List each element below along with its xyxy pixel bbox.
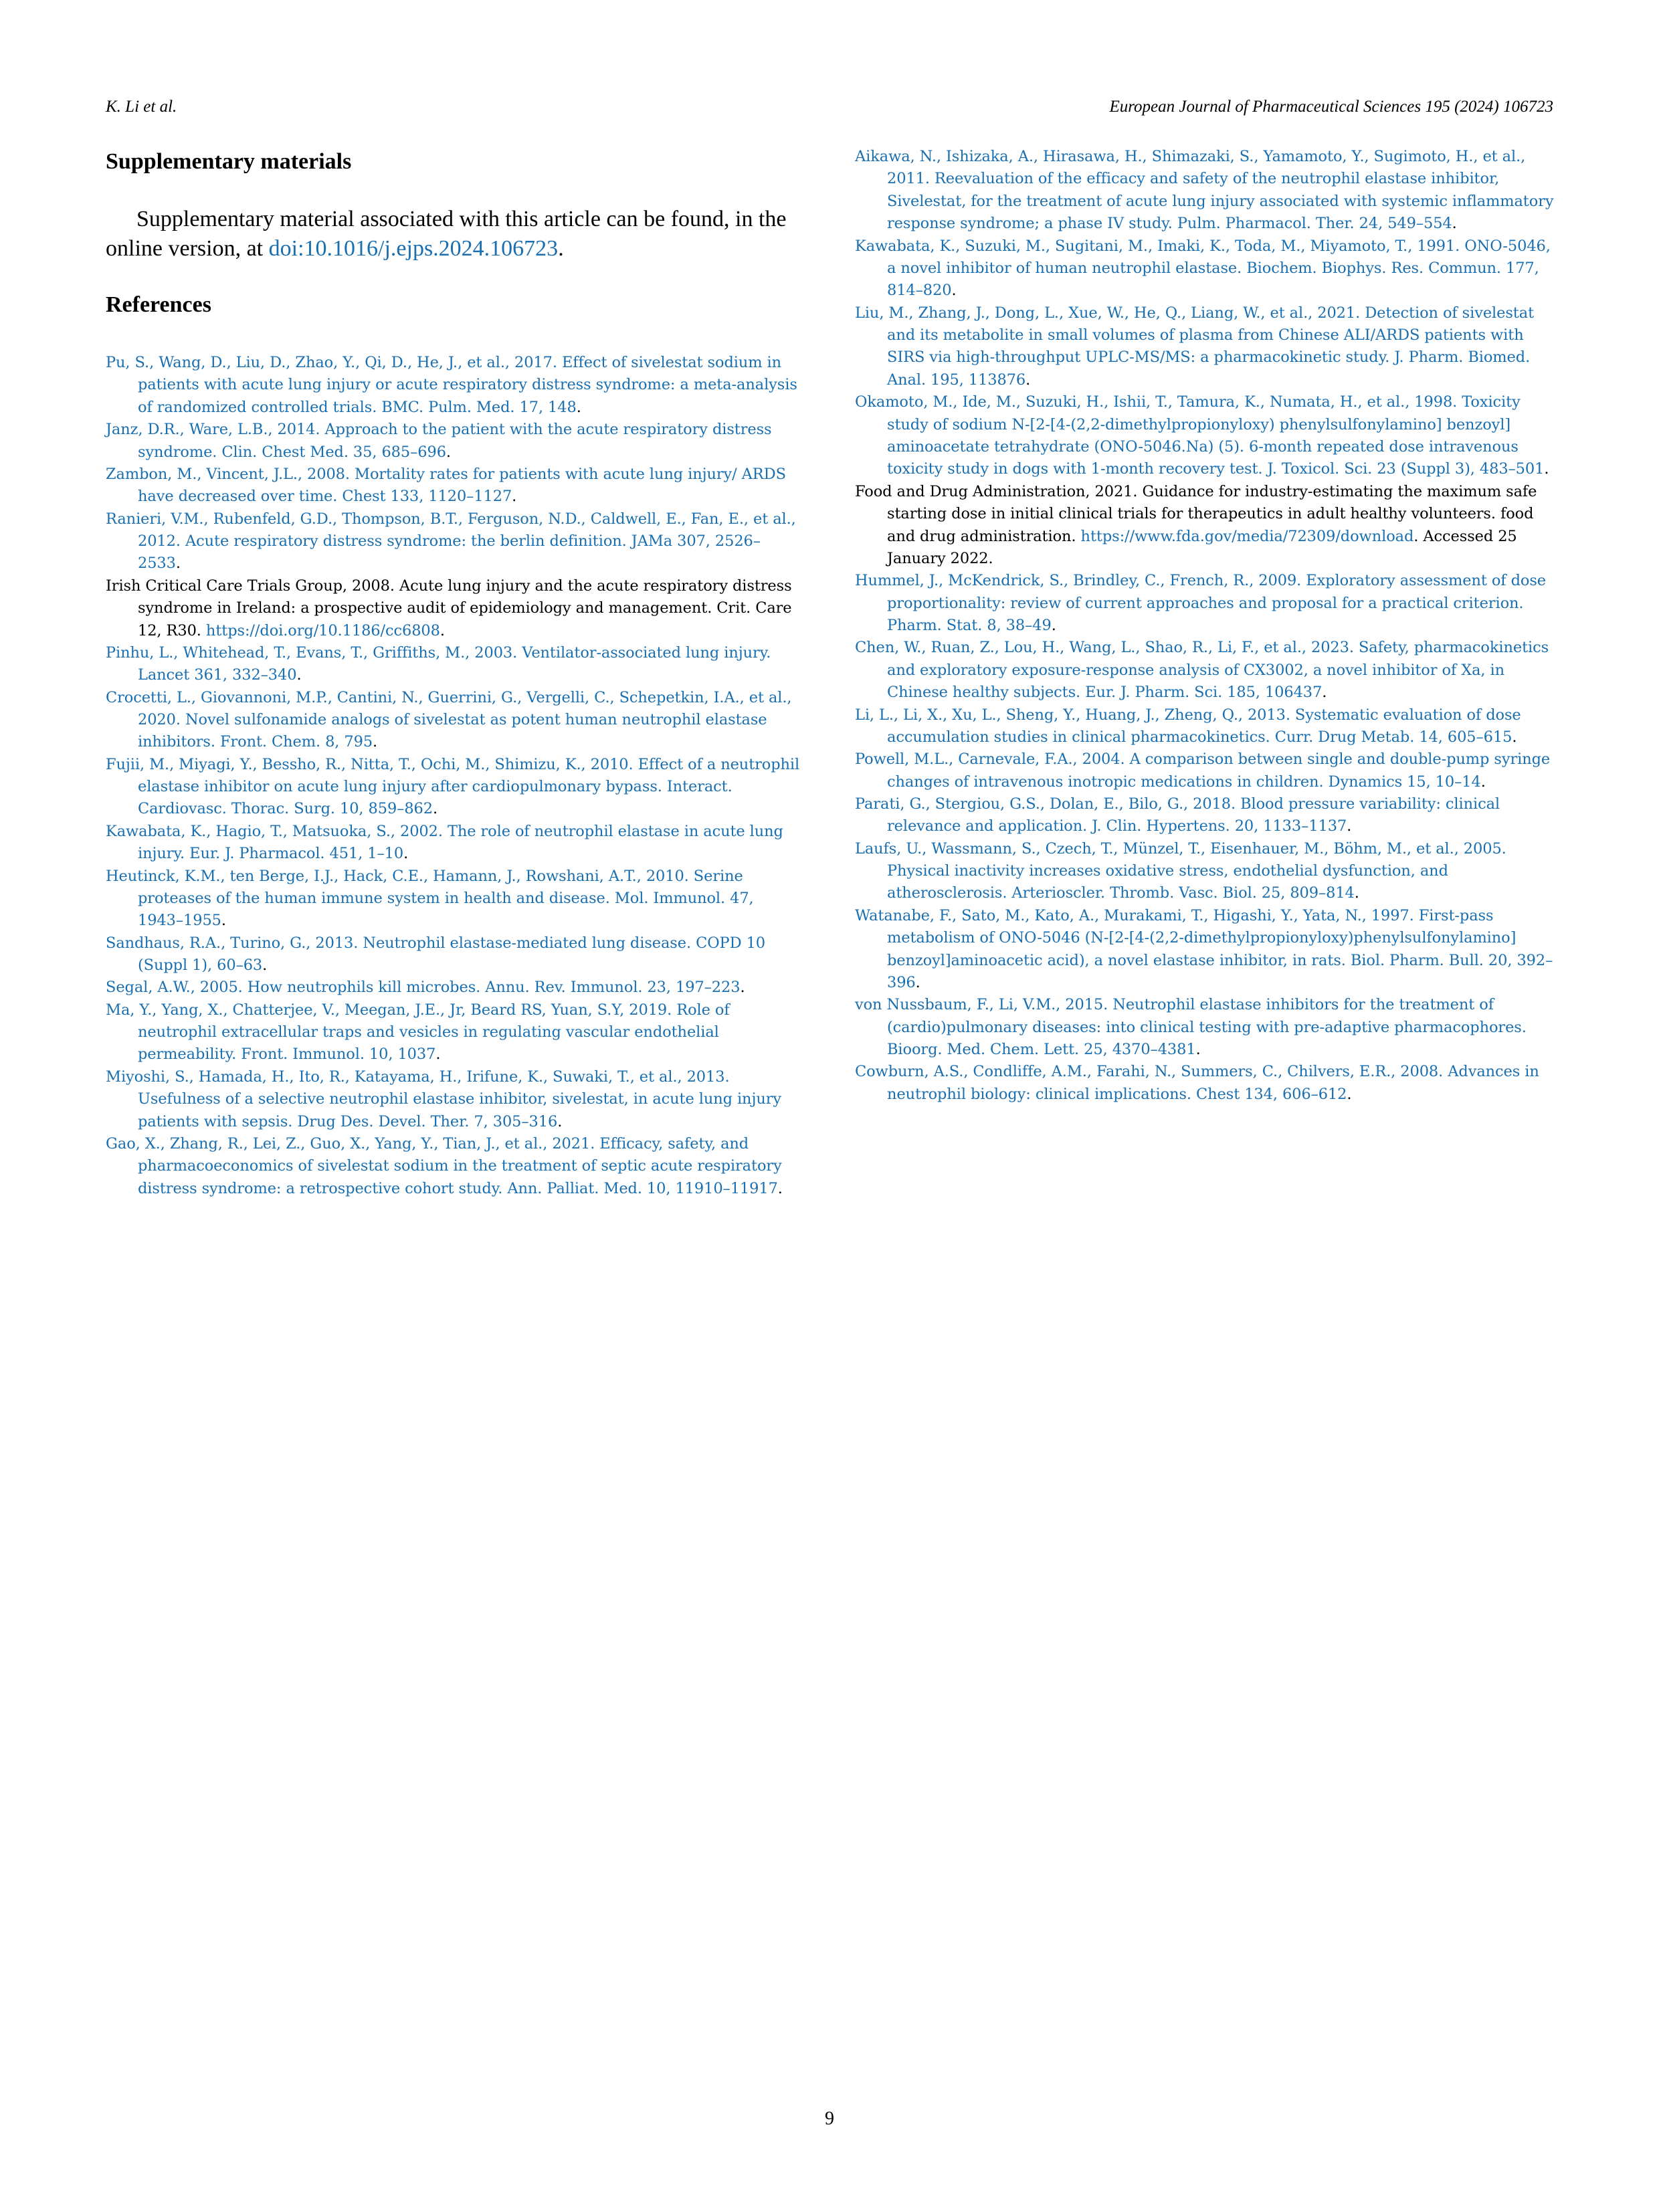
reference-text: Fujii, M., Miyagi, Y., Bessho, R., Nitta, T., Ochi, M., Shimizu, K., 2010. Effect of a neutrophil elastase inhibitor on acute lung injury after cardiopulmonary bypass. Interact. Cardiovasc. Thorac. Surg. 10, 859–862 [106,755,800,818]
reference-item[interactable]: von Nussbaum, F., Li, V.M., 2015. Neutrophil elastase inhibitors for the treatment of (cardio)pulmonary diseases: into clinical testing with pre-adaptive pharmacophores. Bioorg. Med. Chem. Lett. 25, 4370–4381. [855,996,1527,1059]
reference-list-right [855,146,1555,1106]
running-head-journal: European Journal of Pharmaceutical Sciences 195 (2024) 106723 [1109,98,1553,116]
supplementary-paragraph [106,205,801,264]
reference-after: . Accessed 25 January 2022. [887,527,1517,567]
reference-text: Heutinck, K.M., ten Berge, I.J., Hack, C.E., Hamann, J., Rowshani, A.T., 2010. Serine proteases of the human immune system in health and disease. Mol. Immunol. 47, 1943–1955 [106,867,754,930]
reference-item[interactable]: Aikawa, N., Ishizaka, A., Hirasawa, H., Shimazaki, S., Yamamoto, Y., Sugimoto, H., et al., 2011. Reevaluation of the efficacy and safety of the neutrophil elastase inhibitor, Sivelestat, for the treatment of acute lung injury associated with systemic inflammatory response syndrome; a phase IV study. Pulm. Pharmacol. Ther. 24, 549–554. [855,148,1554,233]
reference-link[interactable]: https://doi.org/10.1186/cc6808 [205,621,440,639]
reference-text: Watanabe, F., Sato, M., Kato, A., Murakami, T., Higashi, Y., Yata, N., 1997. First-pass metabolism of ONO-5046 (N-[2-[4-(2,2-dimethylpropionyloxy)phenylsulfonylamino] benzoyl]aminoacetic acid), a novel elastase inhibitor, in rats. Biol. Pharm. Bull. 20, 392–396 [855,906,1553,991]
reference-item[interactable]: Powell, M.L., Carnevale, F.A., 2004. A comparison between single and double-pump syringe changes of intravenous inotropic medications in children. Dynamics 15, 10–14. [855,750,1551,791]
reference-text: Food and Drug Administration, 2021. Guidance for industry-estimating the maximum safe starting dose in initial clinical trials for therapeutics in adult healthy volunteers. food and drug administration. [855,482,1537,545]
reference-text: Zambon, M., Vincent, J.L., 2008. Mortality rates for patients with acute lung injury/ ARDS have decreased over time. Chest 133, 1120–1127 [106,465,786,506]
reference-text: Parati, G., Stergiou, G.S., Dolan, E., Bilo, G., 2018. Blood pressure variability: clinical relevance and application. J. Clin. Hypertens. 20, 1133–1137 [855,795,1500,835]
supplementary-end: . [558,236,564,261]
reference-text: Cowburn, A.S., Condliffe, A.M., Farahi, N., Summers, C., Chilvers, E.R., 2008. Advances in neutrophil biology: clinical implications. Chest 134, 606–612 [855,1063,1539,1103]
reference-text: Crocetti, L., Giovannoni, M.P., Cantini, N., Guerrini, G., Vergelli, C., Schepetkin, I.A., et al., 2020. Novel sulfonamide analogs of sivelestat as potent human neutrophil elastase inhibitors. Front. Chem. 8, 795 [106,688,792,751]
reference-text: Chen, W., Ruan, Z., Lou, H., Wang, L., Shao, R., Li, F., et al., 2023. Safety, pharmacokinetics and exploratory exposure-response analysis of CX3002, a novel inhibitor of Xa, in Chinese healthy subjects. Eur. J. Pharm. Sci. 185, 106437 [855,639,1549,702]
reference-item[interactable]: Ranieri, V.M., Rubenfeld, G.D., Thompson, B.T., Ferguson, N.D., Caldwell, E., Fan, E., et al., 2012. Acute respiratory distress syndrome: the berlin definition. JAMa 307, 2526–2533. [106,510,796,573]
reference-item[interactable]: Ma, Y., Yang, X., Chatterjee, V., Meegan, J.E., Jr, Beard RS, Yuan, S.Y, 2019. Role of neutrophil extracellular traps and vesicles in regulating vascular endothelial permeability. Front. Immunol. 10, 1037. [106,1001,730,1064]
reference-item[interactable]: Pu, S., Wang, D., Liu, D., Zhao, Y., Qi, D., He, J., et al., 2017. Effect of sivelestat sodium in patients with acute lung injury or acute respiratory distress syndrome: a meta-analysis of randomized controlled trials. BMC. Pulm. Med. 17, 148. [106,354,797,416]
reference-item[interactable]: Sandhaus, R.A., Turino, G., 2013. Neutrophil elastase-mediated lung disease. COPD 10 (Suppl 1), 60–63. [106,934,765,975]
reference-item[interactable]: Liu, M., Zhang, J., Dong, L., Xue, W., He, Q., Liang, W., et al., 2021. Detection of sivelestat and its metabolite in small volumes of plasma from Chinese ALI/ARDS patients with SIRS via high-throughput UPLC-MS/MS: a pharmacokinetic study. J. Pharm. Biomed. Anal. 195, 113876. [855,304,1535,389]
reference-text: Kawabata, K., Suzuki, M., Sugitani, M., Imaki, K., Toda, M., Miyamoto, T., 1991. ONO-5046, a novel inhibitor of human neutrophil elastase. Biochem. Biophys. Res. Commun. 177, 814–820 [855,237,1551,300]
reference-text: Segal, A.W., 2005. How neutrophils kill microbes. Annu. Rev. Immunol. 23, 197–223 [106,979,741,997]
reference-item[interactable]: Hummel, J., McKendrick, S., Brindley, C., French, R., 2009. Exploratory assessment of dose proportionality: review of current approaches and proposal for a practical criterion. Pharm. Stat. 8, 38–49. [855,572,1546,635]
supplementary-doi-link[interactable]: doi:10.1016/j.ejps.2024.106723 [268,236,559,261]
references-heading: References [106,292,211,317]
reference-text: Ma, Y., Yang, X., Chatterjee, V., Meegan, J.E., Jr, Beard RS, Yuan, S.Y, 2019. Role of neutrophil extracellular traps and vesicles in regulating vascular endothelial permeability. Front. Immunol. 10, 1037 [106,1001,730,1064]
reference-link[interactable]: https://www.fda.gov/media/72309/download [1080,527,1414,545]
reference-text: Li, L., Li, X., Xu, L., Sheng, Y., Huang, J., Zheng, Q., 2013. Systematic evaluation of dose accumulation studies in clinical pharmacokinetics. Curr. Drug Metab. 14, 605–615 [855,706,1521,746]
reference-text: Laufs, U., Wassmann, S., Czech, T., Münzel, T., Eisenhauer, M., Böhm, M., et al., 2005. Physical inactivity increases oxidative stress, endothelial dysfunction, and atherosclerosis. Arterioscler. Thromb. Vasc. Biol. 25, 809–814 [855,839,1506,902]
reference-text: Liu, M., Zhang, J., Dong, L., Xue, W., He, Q., Liang, W., et al., 2021. Detection of sivelestat and its metabolite in small volumes of plasma from Chinese ALI/ARDS patients with SIRS via high-throughput UPLC-MS/MS: a pharmacokinetic study. J. Pharm. Biomed. Anal. 195, 113876 [855,304,1535,389]
page-number: 9 [825,2108,834,2129]
reference-text: Sandhaus, R.A., Turino, G., 2013. Neutrophil elastase-mediated lung disease. COPD 10 (Suppl 1), 60–63 [106,934,765,975]
reference-text: Gao, X., Zhang, R., Lei, Z., Guo, X., Yang, Y., Tian, J., et al., 2021. Efficacy, safety, and pharmacoeconomics of sivelestat sodium in the treatment of septic acute respiratory distress syndrome: a retrospective cohort study. Ann. Palliat. Med. 10, 11910–11917 [106,1134,782,1197]
reference-item[interactable]: Okamoto, M., Ide, M., Suzuki, H., Ishii, T., Tamura, K., Numata, H., et al., 1998. Toxicity study of sodium N-[2-[4-(2,2-dimethylpropionyloxy) phenylsulfonylamino] benzoyl] aminoacetate tetrahydrate (ONO-5046.Na) (5). 6-month repeated dose intravenous toxicity study in dogs with 1-month recovery test. J. Toxicol. Sci. 23 (Suppl 3), 483–501. [855,393,1549,478]
reference-text: Powell, M.L., Carnevale, F.A., 2004. A comparison between single and double-pump syringe changes of intravenous inotropic medications in children. Dynamics 15, 10–14 [855,750,1551,791]
reference-item[interactable]: Gao, X., Zhang, R., Lei, Z., Guo, X., Yang, Y., Tian, J., et al., 2021. Efficacy, safety, and pharmacoeconomics of sivelestat sodium in the treatment of septic acute respiratory distress syndrome: a retrospective cohort study. Ann. Palliat. Med. 10, 11910–11917. [106,1134,783,1197]
reference-item[interactable]: Watanabe, F., Sato, M., Kato, A., Murakami, T., Higashi, Y., Yata, N., 1997. First-pass metabolism of ONO-5046 (N-[2-[4-(2,2-dimethylpropionyloxy)phenylsulfonylamino] benzoyl]aminoacetic acid), a novel elastase inhibitor, in rats. Biol. Pharm. Bull. 20, 392–396. [855,906,1553,991]
reference-item[interactable]: Cowburn, A.S., Condliffe, A.M., Farahi, N., Summers, C., Chilvers, E.R., 2008. Advances in neutrophil biology: clinical implications. Chest 134, 606–612. [855,1063,1539,1103]
reference-item[interactable]: Laufs, U., Wassmann, S., Czech, T., Münzel, T., Eisenhauer, M., Böhm, M., et al., 2005. Physical inactivity increases oxidative stress, endothelial dysfunction, and atherosclerosis. Arterioscler. Thromb. Vasc. Biol. 25, 809–814. [855,839,1506,902]
reference-item[interactable]: Heutinck, K.M., ten Berge, I.J., Hack, C.E., Hamann, J., Rowshani, A.T., 2010. Serine proteases of the human immune system in health and disease. Mol. Immunol. 47, 1943–1955. [106,867,754,930]
reference-item[interactable]: Fujii, M., Miyagi, Y., Bessho, R., Nitta, T., Ochi, M., Shimizu, K., 2010. Effect of a neutrophil elastase inhibitor on acute lung injury after cardiopulmonary bypass. Interact. Cardiovasc. Thorac. Surg. 10, 859–862. [106,755,800,818]
reference-item[interactable]: Chen, W., Ruan, Z., Lou, H., Wang, L., Shao, R., Li, F., et al., 2023. Safety, pharmacokinetics and exploratory exposure-response analysis of CX3002, a novel inhibitor of Xa, in Chinese healthy subjects. Eur. J. Pharm. Sci. 185, 106437. [855,639,1549,702]
left-column [106,146,801,1200]
reference-text: Kawabata, K., Hagio, T., Matsuoka, S., 2002. The role of neutrophil elastase in acute lung injury. Eur. J. Pharmacol. 451, 1–10 [106,822,783,863]
reference-list-left [106,352,801,1200]
supplementary-heading: Supplementary materials [106,149,352,174]
reference-item[interactable]: Janz, D.R., Ware, L.B., 2014. Approach to the patient with the acute respiratory distress syndrome. Clin. Chest Med. 35, 685–696. [106,421,772,461]
running-head [106,98,1553,124]
reference-text: Ranieri, V.M., Rubenfeld, G.D., Thompson, B.T., Ferguson, N.D., Caldwell, E., Fan, E., et al., 2012. Acute respiratory distress syndrome: the berlin definition. JAMa 307, 2526–2533 [106,510,796,573]
reference-item[interactable]: Pinhu, L., Whitehead, T., Evans, T., Griffiths, M., 2003. Ventilator-associated lung injury. Lancet 361, 332–340. [106,643,771,684]
reference-item[interactable]: Zambon, M., Vincent, J.L., 2008. Mortality rates for patients with acute lung injury/ ARDS have decreased over time. Chest 133, 1120–1127. [106,465,786,506]
running-head-authors: K. Li et al. [106,98,177,116]
reference-item[interactable]: Irish Critical Care Trials Group, 2008. Acute lung injury and the acute respiratory distress syndrome in Ireland: a prospective audit of epidemiology and management. Crit. Care 12, R30. https://doi.org/10.1186/cc6808. [106,577,792,639]
reference-text: Miyoshi, S., Hamada, H., Ito, R., Katayama, H., Irifune, K., Suwaki, T., et al., 2013. Usefulness of a selective neutrophil elastase inhibitor, sivelestat, in acute lung injury patients with sepsis. Drug Des. Devel. Ther. 7, 305–316 [106,1068,781,1130]
supplementary-text: Supplementary material associated with this article can be found, in the online version, at [106,207,787,261]
reference-item[interactable]: Parati, G., Stergiou, G.S., Dolan, E., Bilo, G., 2018. Blood pressure variability: clinical relevance and application. J. Clin. Hypertens. 20, 1133–1137. [855,795,1500,835]
reference-text: von Nussbaum, F., Li, V.M., 2015. Neutrophil elastase inhibitors for the treatment of (cardio)pulmonary diseases: into clinical testing with pre-adaptive pharmacophores. Bioorg. Med. Chem. Lett. 25, 4370–4381 [855,996,1527,1059]
right-column [855,146,1555,1106]
reference-item[interactable]: Kawabata, K., Suzuki, M., Sugitani, M., Imaki, K., Toda, M., Miyamoto, T., 1991. ONO-5046, a novel inhibitor of human neutrophil elastase. Biochem. Biophys. Res. Commun. 177, 814–820. [855,237,1551,300]
reference-text: Aikawa, N., Ishizaka, A., Hirasawa, H., Shimazaki, S., Yamamoto, Y., Sugimoto, H., et al., 2011. Reevaluation of the efficacy and safety of the neutrophil elastase inhibitor, Sivelestat, for the treatment of acute lung injury associated with systemic inflammatory response syndrome; a phase IV study. Pulm. Pharmacol. Ther. 24, 549–554 [855,148,1554,233]
reference-item[interactable]: Crocetti, L., Giovannoni, M.P., Cantini, N., Guerrini, G., Vergelli, C., Schepetkin, I.A., et al., 2020. Novel sulfonamide analogs of sivelestat as potent human neutrophil elastase inhibitors. Front. Chem. 8, 795. [106,688,792,751]
reference-item[interactable] [855,481,1555,571]
reference-item[interactable]: Kawabata, K., Hagio, T., Matsuoka, S., 2002. The role of neutrophil elastase in acute lung injury. Eur. J. Pharmacol. 451, 1–10. [106,822,783,863]
reference-item[interactable]: Segal, A.W., 2005. How neutrophils kill microbes. Annu. Rev. Immunol. 23, 197–223. [106,979,745,997]
reference-text: Pu, S., Wang, D., Liu, D., Zhao, Y., Qi, D., He, J., et al., 2017. Effect of sivelestat sodium in patients with acute lung injury or acute respiratory distress syndrome: a meta-analysis of randomized controlled trials. BMC. Pulm. Med. 17, 148 [106,354,797,416]
reference-text: Irish Critical Care Trials Group, 2008. Acute lung injury and the acute respiratory distress syndrome in Ireland: a prospective audit of epidemiology and management. Crit. Care 12, R30. [106,577,792,639]
reference-item[interactable]: Miyoshi, S., Hamada, H., Ito, R., Katayama, H., Irifune, K., Suwaki, T., et al., 2013. Usefulness of a selective neutrophil elastase inhibitor, sivelestat, in acute lung injury patients with sepsis. Drug Des. Devel. Ther. 7, 305–316. [106,1068,781,1130]
reference-item[interactable]: Li, L., Li, X., Xu, L., Sheng, Y., Huang, J., Zheng, Q., 2013. Systematic evaluation of dose accumulation studies in clinical pharmacokinetics. Curr. Drug Metab. 14, 605–615. [855,706,1521,746]
reference-text: Okamoto, M., Ide, M., Suzuki, H., Ishii, T., Tamura, K., Numata, H., et al., 1998. Toxicity study of sodium N-[2-[4-(2,2-dimethylpropionyloxy) phenylsulfonylamino] benzoyl] aminoacetate tetrahydrate (ONO-5046.Na) (5). 6-month repeated dose intravenous toxicity study in dogs with 1-month recovery test. J. Toxicol. Sci. 23 (Suppl 3), 483–501 [855,393,1545,478]
reference-text: Pinhu, L., Whitehead, T., Evans, T., Griffiths, M., 2003. Ventilator-associated lung injury. Lancet 361, 332–340 [106,643,771,684]
reference-text: Janz, D.R., Ware, L.B., 2014. Approach to the patient with the acute respiratory distress syndrome. Clin. Chest Med. 35, 685–696 [106,421,772,461]
reference-text: Hummel, J., McKendrick, S., Brindley, C., French, R., 2009. Exploratory assessment of dose proportionality: review of current approaches and proposal for a practical criterion. Pharm. Stat. 8, 38–49 [855,572,1546,635]
